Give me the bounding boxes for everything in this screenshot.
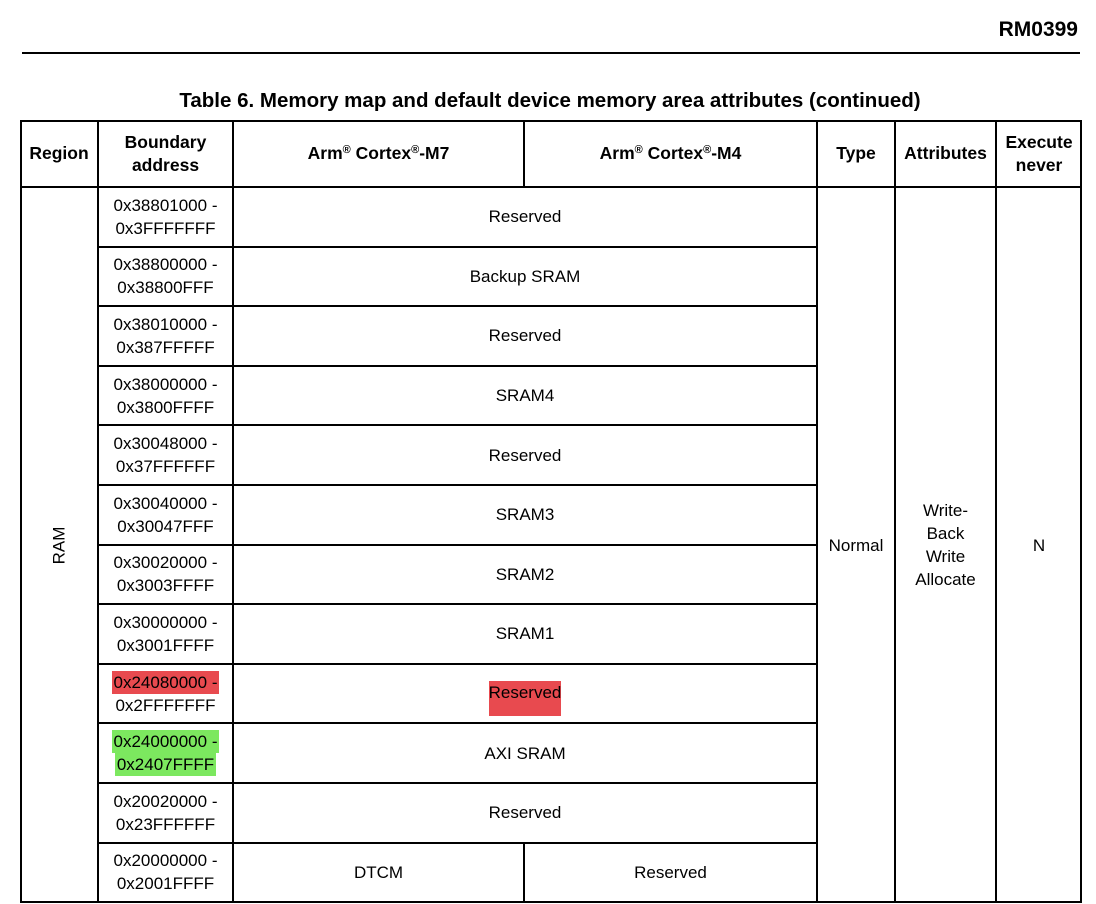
boundary-address — [114, 551, 218, 597]
row-divider — [97, 424, 818, 426]
header-m7-suffix: -M7 — [419, 143, 450, 163]
address-start: 0x38800000 - — [113, 255, 218, 275]
header-cortex-m4 — [524, 120, 817, 187]
memory-area-cell — [233, 545, 817, 605]
memory-area-label: SRAM2 — [495, 564, 555, 584]
row-divider — [97, 782, 818, 784]
address-start: 0x30000000 - — [113, 612, 218, 632]
boundary-address — [112, 671, 220, 717]
col-divider — [523, 120, 525, 187]
boundary-address — [114, 194, 218, 240]
execute-never-cell: N — [1032, 535, 1046, 555]
memory-area-cell — [233, 306, 817, 366]
address-end: 0x30047FFF — [117, 516, 214, 536]
header-rule — [22, 52, 1080, 54]
row-divider — [97, 365, 818, 367]
header-m7-prefix: Arm — [307, 143, 343, 163]
boundary-address-cell — [98, 306, 233, 366]
memory-area-cell — [233, 664, 817, 724]
region-cell — [20, 187, 98, 903]
memory-area-label: SRAM1 — [495, 624, 555, 644]
address-end: 0x387FFFFF — [116, 337, 215, 357]
address-start: 0x20020000 - — [113, 791, 218, 811]
row-divider — [97, 722, 818, 724]
memory-area-label: Reserved — [489, 681, 562, 716]
address-start: 0x24000000 - — [113, 732, 218, 752]
col-divider — [816, 120, 818, 903]
memory-area-cell — [233, 723, 817, 783]
table-border-left — [20, 120, 22, 903]
attributes-line: Back — [926, 524, 965, 543]
address-start: 0x38000000 - — [113, 374, 218, 394]
registered-mark: ® — [342, 144, 351, 156]
attributes-line: Write — [925, 547, 966, 566]
boundary-address — [114, 313, 218, 359]
boundary-address — [114, 611, 218, 657]
table-caption: Table 6. Memory map and default device memory area attributes (continued) — [179, 89, 921, 112]
memory-area-label: Reserved — [488, 803, 562, 823]
boundary-address — [114, 849, 218, 895]
table-border-bottom — [20, 901, 1082, 903]
col-divider — [995, 120, 997, 903]
header-divider — [20, 186, 1082, 188]
header-m7-mid: Cortex — [350, 143, 412, 163]
memory-area-label: Reserved — [488, 207, 562, 227]
boundary-address — [114, 790, 218, 836]
memory-area-cell — [233, 247, 817, 307]
address-start: 0x38010000 - — [113, 314, 218, 334]
boundary-address-cell — [98, 366, 233, 426]
header-type: Type — [836, 143, 876, 163]
header-boundary-line2: address — [131, 154, 200, 175]
table-border-top — [20, 120, 1082, 122]
row-divider — [97, 663, 818, 665]
boundary-address-cell — [98, 187, 233, 247]
address-end: 0x3001FFFF — [116, 635, 215, 655]
boundary-address-cell — [98, 604, 233, 664]
address-start: 0x20000000 - — [113, 851, 218, 871]
boundary-address-cell — [98, 247, 233, 307]
boundary-address-cell — [98, 783, 233, 843]
address-end: 0x2001FFFF — [116, 874, 215, 894]
boundary-address — [114, 253, 218, 299]
region-label: RAM — [49, 526, 69, 564]
header-m4-suffix: -M4 — [711, 143, 742, 163]
memory-map-table — [20, 120, 1082, 903]
memory-area-cell — [233, 604, 817, 664]
attributes-cell — [895, 187, 996, 903]
boundary-address — [114, 432, 218, 478]
memory-area-cell — [233, 425, 817, 485]
boundary-address-cell — [98, 485, 233, 545]
row-divider — [97, 842, 818, 844]
address-end: 0x38800FFF — [117, 278, 214, 298]
registered-mark: ® — [634, 144, 643, 156]
address-end: 0x37FFFFFF — [115, 457, 216, 477]
boundary-address-cell — [98, 664, 233, 724]
memory-area-cell — [233, 485, 817, 545]
header-region: Region — [29, 143, 89, 163]
memory-area-label: Reserved — [488, 445, 562, 465]
col-divider — [894, 120, 896, 903]
memory-area-cell — [233, 366, 817, 426]
col-divider — [97, 120, 99, 903]
attributes-line: Write- — [922, 501, 968, 520]
header-attributes: Attributes — [904, 143, 987, 163]
header-execute-line1: Execute — [1005, 131, 1073, 152]
row-divider — [97, 305, 818, 307]
boundary-address-cell — [98, 545, 233, 605]
col-divider — [232, 120, 234, 903]
address-start: 0x24080000 - — [113, 672, 218, 692]
memory-area-cell — [233, 187, 817, 247]
address-end: 0x2FFFFFFF — [115, 695, 216, 715]
row-divider — [97, 246, 818, 248]
document-id: RM0399 — [998, 18, 1078, 41]
address-end: 0x2407FFFF — [116, 755, 215, 775]
row-divider — [97, 484, 818, 486]
boundary-address-cell — [98, 723, 233, 783]
address-start: 0x30048000 - — [113, 434, 218, 454]
header-m4-prefix: Arm — [599, 143, 635, 163]
table-border-right — [1080, 120, 1082, 903]
boundary-address — [114, 492, 218, 538]
cortex-m7-cell: DTCM — [353, 862, 404, 882]
memory-area-cell — [233, 783, 817, 843]
header-boundary-address — [98, 120, 233, 187]
boundary-address-cell — [98, 843, 233, 903]
header-execute-never — [996, 120, 1082, 187]
address-end: 0x23FFFFFF — [115, 814, 216, 834]
address-start: 0x30040000 - — [113, 493, 218, 513]
memory-area-label: SRAM3 — [495, 505, 555, 525]
row-divider — [97, 544, 818, 546]
memory-area-label: Reserved — [488, 326, 562, 346]
memory-area-label: Backup SRAM — [469, 266, 581, 286]
registered-mark: ® — [411, 144, 420, 156]
col-divider — [523, 843, 525, 903]
header-m4-mid: Cortex — [642, 143, 704, 163]
address-end: 0x3800FFFF — [116, 397, 215, 417]
address-end: 0x3003FFFF — [116, 576, 215, 596]
memory-area-label: AXI SRAM — [484, 743, 566, 763]
address-start: 0x30020000 - — [113, 553, 218, 573]
boundary-address-cell — [98, 425, 233, 485]
memory-area-label: SRAM4 — [495, 386, 555, 406]
header-execute-line2: never — [1015, 154, 1063, 175]
header-cortex-m7 — [233, 120, 524, 187]
boundary-address — [114, 373, 218, 419]
attributes-line: Allocate — [915, 570, 976, 589]
type-cell: Normal — [828, 535, 884, 555]
header-boundary-line1: Boundary — [124, 131, 207, 152]
address-end: 0x3FFFFFFF — [115, 218, 216, 238]
boundary-address — [112, 730, 220, 776]
cortex-m4-cell: Reserved — [634, 862, 707, 882]
address-start: 0x38801000 - — [113, 195, 218, 215]
registered-mark: ® — [703, 144, 712, 156]
row-divider — [97, 603, 818, 605]
